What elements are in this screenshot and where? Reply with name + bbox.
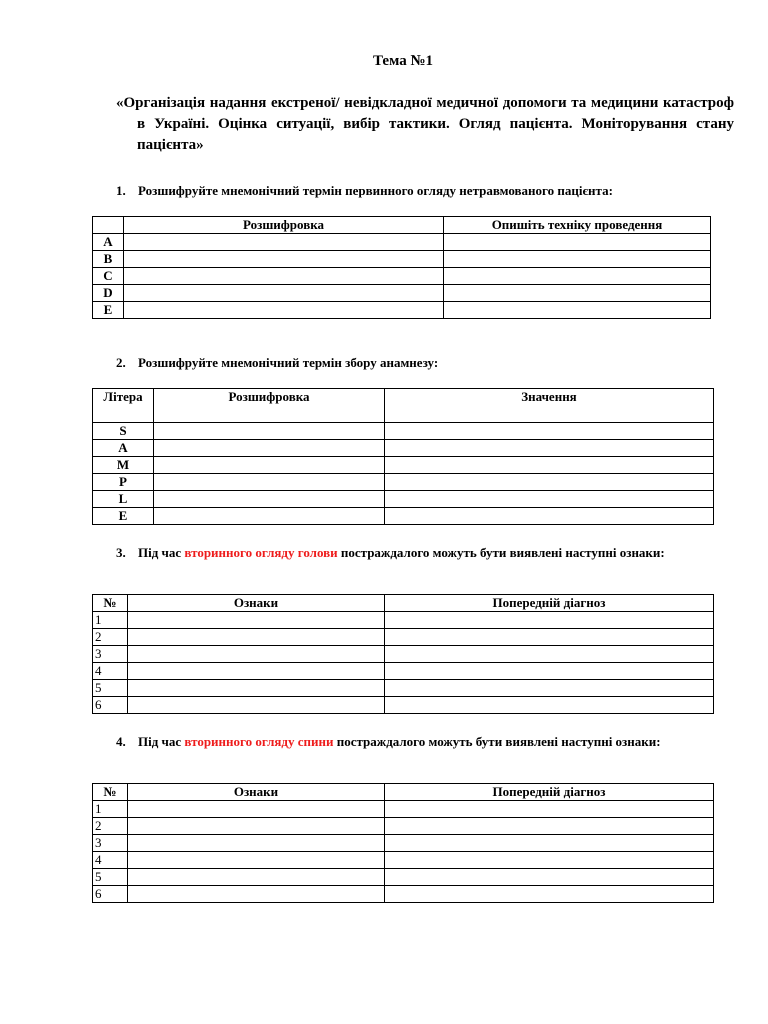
row-number: 3 <box>93 835 128 852</box>
highlighted-text: вторинного огляду спини <box>184 734 334 749</box>
table-row <box>93 869 714 886</box>
cell-signs[interactable] <box>128 629 385 646</box>
table-header: Ознаки <box>128 784 385 801</box>
cell-decoding[interactable] <box>124 285 444 302</box>
cell-diagnosis[interactable] <box>385 680 714 697</box>
cell-decoding[interactable] <box>124 251 444 268</box>
row-number: 4 <box>93 852 128 869</box>
question-text-part: Під час <box>138 545 185 560</box>
cell-decoding[interactable] <box>154 491 385 508</box>
row-number: 6 <box>93 697 128 714</box>
question-text-part: постраждалого можуть бути виявлені наступні ознаки: <box>337 545 665 560</box>
row-letter: M <box>93 457 154 474</box>
cell-technique[interactable] <box>444 285 711 302</box>
question-text: Розшифруйте мнемонічний термін первинного огляду нетравмованого пацієнта: <box>138 183 613 198</box>
cell-signs[interactable] <box>128 663 385 680</box>
table-row <box>93 646 714 663</box>
row-number: 6 <box>93 886 128 903</box>
table-row <box>93 612 714 629</box>
row-letter: C <box>93 268 124 285</box>
row-number: 2 <box>93 629 128 646</box>
row-letter: A <box>93 440 154 457</box>
cell-signs[interactable] <box>128 697 385 714</box>
table-header: № <box>93 595 128 612</box>
question-4 <box>116 733 713 751</box>
cell-diagnosis[interactable] <box>385 646 714 663</box>
table-row <box>93 818 714 835</box>
cell-diagnosis[interactable] <box>385 852 714 869</box>
cell-diagnosis[interactable] <box>385 869 714 886</box>
row-letter: D <box>93 285 124 302</box>
cell-technique[interactable] <box>444 268 711 285</box>
cell-technique[interactable] <box>444 251 711 268</box>
topic-subject: «Організація надання екстреної/ невідкладної медичної допомоги та медицини катастроф в Україні. Оцінка ситуації, вибір тактики. Огляд пацієнта. Моніторування стану пацієнта» <box>116 95 734 153</box>
table-header: Опишіть техніку проведення <box>444 217 711 234</box>
cell-signs[interactable] <box>128 835 385 852</box>
table-header <box>93 217 124 234</box>
cell-meaning[interactable] <box>385 457 714 474</box>
table-header: Літера <box>93 389 154 423</box>
question-number: 2. <box>116 355 126 370</box>
cell-signs[interactable] <box>128 886 385 903</box>
primary-survey-table <box>92 216 711 319</box>
question-number: 3. <box>116 545 126 560</box>
cell-signs[interactable] <box>128 801 385 818</box>
table-row <box>93 440 714 457</box>
page-title: Тема №1 <box>372 53 434 69</box>
row-letter: P <box>93 474 154 491</box>
cell-decoding[interactable] <box>154 440 385 457</box>
cell-decoding[interactable] <box>124 302 444 319</box>
row-letter: E <box>93 508 154 525</box>
cell-decoding[interactable] <box>124 268 444 285</box>
table-row <box>93 474 714 491</box>
table-header: Попередній діагноз <box>385 784 714 801</box>
question-1 <box>116 182 713 200</box>
table-row <box>93 852 714 869</box>
row-number: 1 <box>93 612 128 629</box>
row-number: 5 <box>93 869 128 886</box>
question-text-part: Під час <box>138 734 185 749</box>
table-row <box>93 457 714 474</box>
cell-decoding[interactable] <box>154 457 385 474</box>
row-number: 1 <box>93 801 128 818</box>
cell-signs[interactable] <box>128 646 385 663</box>
cell-meaning[interactable] <box>385 440 714 457</box>
cell-meaning[interactable] <box>385 474 714 491</box>
row-letter: B <box>93 251 124 268</box>
table-row <box>93 423 714 440</box>
table-header: Попередній діагноз <box>385 595 714 612</box>
cell-diagnosis[interactable] <box>385 886 714 903</box>
cell-signs[interactable] <box>128 680 385 697</box>
cell-decoding[interactable] <box>154 423 385 440</box>
cell-technique[interactable] <box>444 234 711 251</box>
row-number: 4 <box>93 663 128 680</box>
question-number: 4. <box>116 734 126 749</box>
question-text <box>138 733 713 751</box>
table-header: Ознаки <box>128 595 385 612</box>
table-row <box>93 680 714 697</box>
cell-signs[interactable] <box>128 818 385 835</box>
question-3 <box>116 544 713 562</box>
cell-diagnosis[interactable] <box>385 835 714 852</box>
table-row <box>93 491 714 508</box>
head-exam-table <box>92 594 714 714</box>
table-header: Розшифровка <box>154 389 385 423</box>
cell-signs[interactable] <box>128 612 385 629</box>
cell-diagnosis[interactable] <box>385 801 714 818</box>
table-row <box>93 629 714 646</box>
table-row <box>93 801 714 818</box>
row-letter: E <box>93 302 124 319</box>
highlighted-text: вторинного огляду голови <box>184 545 338 560</box>
table-header: Значення <box>385 389 714 423</box>
table-header: № <box>93 784 128 801</box>
cell-decoding[interactable] <box>124 234 444 251</box>
cell-signs[interactable] <box>128 869 385 886</box>
row-number: 2 <box>93 818 128 835</box>
table-row <box>93 663 714 680</box>
cell-diagnosis[interactable] <box>385 818 714 835</box>
table-row <box>93 835 714 852</box>
row-letter: S <box>93 423 154 440</box>
cell-decoding[interactable] <box>154 508 385 525</box>
cell-technique[interactable] <box>444 302 711 319</box>
question-text <box>138 544 713 562</box>
question-2 <box>116 354 713 372</box>
back-exam-table <box>92 783 714 903</box>
question-text-part: постраждалого можуть бути виявлені наступні ознаки: <box>333 734 661 749</box>
cell-diagnosis[interactable] <box>385 612 714 629</box>
cell-diagnosis[interactable] <box>385 697 714 714</box>
cell-meaning[interactable] <box>385 508 714 525</box>
question-number: 1. <box>116 183 126 198</box>
sample-history-table <box>92 388 714 525</box>
table-row <box>93 697 714 714</box>
cell-decoding[interactable] <box>154 474 385 491</box>
cell-diagnosis[interactable] <box>385 629 714 646</box>
cell-diagnosis[interactable] <box>385 663 714 680</box>
table-row <box>93 302 711 319</box>
row-number: 5 <box>93 680 128 697</box>
table-row <box>93 508 714 525</box>
row-letter: L <box>93 491 154 508</box>
table-row <box>93 251 711 268</box>
table-row <box>93 268 711 285</box>
table-row <box>93 886 714 903</box>
cell-signs[interactable] <box>128 852 385 869</box>
cell-meaning[interactable] <box>385 491 714 508</box>
row-number: 3 <box>93 646 128 663</box>
table-row <box>93 285 711 302</box>
table-row <box>93 234 711 251</box>
table-header: Розшифровка <box>124 217 444 234</box>
question-text: Розшифруйте мнемонічний термін збору анамнезу: <box>138 355 439 370</box>
cell-meaning[interactable] <box>385 423 714 440</box>
row-letter: A <box>93 234 124 251</box>
